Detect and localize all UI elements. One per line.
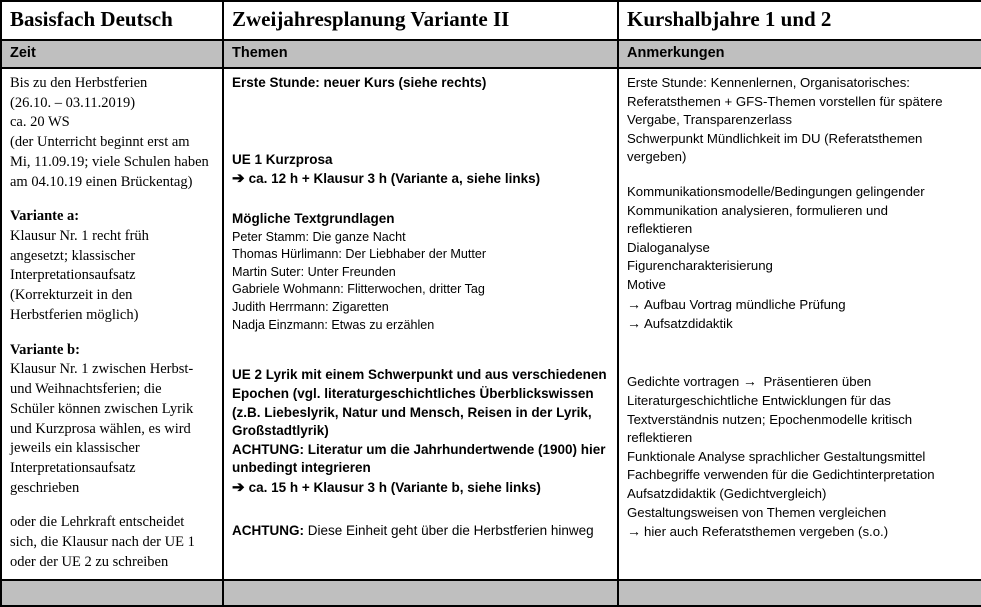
- ue2-line: Epochen (vgl. literaturgeschichtliches Überblickswissen: [232, 385, 594, 401]
- variante-a-heading: Variante a:: [10, 208, 80, 225]
- table-title-row: [1, 1, 981, 40]
- table-footer-row: [1, 580, 981, 606]
- arrow-right-icon: →: [627, 295, 641, 312]
- zeit-line: angesetzt; klassischer: [10, 247, 136, 264]
- ue2-line: UE 2 Lyrik mit einem Schwerpunkt und aus verschiedenen: [232, 367, 607, 383]
- themen-block-erste-stunde: [232, 74, 609, 93]
- ue2-duration-text: ca. 15 h + Klausur 3 h (Variante b, siehe links): [248, 480, 541, 496]
- list-item: Peter Stamm: Die ganze Nacht: [232, 229, 406, 244]
- anmerkung-line: Funktionale Analyse sprachlicher Gestaltungsmittel: [627, 448, 926, 464]
- list-item: Martin Suter: Unter Freunden: [232, 264, 396, 279]
- footer-cell-anmerkungen: [618, 580, 981, 606]
- themen-block-achtung-final: [232, 522, 609, 541]
- anmerkung-line: Figurencharakterisierung: [627, 258, 773, 274]
- footer-cell-themen: [223, 580, 618, 606]
- zeit-line: Klausur Nr. 1 zwischen Herbst-: [10, 361, 194, 378]
- arrow-right-icon: →: [627, 315, 641, 332]
- anmerkungen-block-kommunikation: [627, 183, 973, 334]
- zeit-line: Schüler können zwischen Lyrik: [10, 400, 194, 417]
- ue1-heading: UE 1 Kurzprosa: [232, 151, 333, 167]
- anmerkung-line: reflektieren: [627, 221, 693, 237]
- arrow-right-icon: ➔: [232, 170, 245, 188]
- ue2-achtung-line: unbedingt integrieren: [232, 460, 371, 476]
- title-cell-terms: Kurshalbjahre 1 und 2: [618, 1, 981, 40]
- anmerkung-line: Vergabe, Transparenzerlass: [627, 112, 792, 128]
- anmerkung-arrow-line: [627, 522, 973, 542]
- anmerkung-line: Schwerpunkt Mündlichkeit im DU (Referatsthemen: [627, 130, 923, 146]
- anmerkung-line: Gestaltungsweisen von Themen vergleichen: [627, 504, 887, 520]
- zeit-line: und Weihnachtsferien; die: [10, 381, 162, 398]
- anmerkung-line: vergeben): [627, 149, 687, 165]
- arrow-right-icon: ➔: [232, 479, 245, 497]
- achtung-final-line: [232, 522, 609, 541]
- zeit-line: Interpretationsaufsatz: [10, 459, 136, 476]
- arrow-right-icon: →: [627, 523, 641, 540]
- zeit-line: Bis zu den Herbstferien: [10, 75, 148, 91]
- anmerkung-line: Kommunikationsmodelle/Bedingungen gelingender: [627, 184, 925, 200]
- ue2-line: Großstadtlyrik): [232, 423, 329, 439]
- column-header-anmerkungen: Anmerkungen: [618, 40, 981, 68]
- column-header-themen: Themen: [223, 40, 618, 68]
- anmerkung-arrow-text: Aufsatzdidaktik: [644, 316, 733, 332]
- list-item: Judith Herrmann: Zigaretten: [232, 300, 389, 315]
- cell-anmerkungen: [618, 68, 981, 580]
- variante-b-heading: Variante b:: [10, 341, 80, 358]
- zeit-block-alternative: [10, 513, 214, 572]
- list-item: Nadja Einzmann: Etwas zu erzählen: [232, 317, 435, 332]
- title-cell-subject: Basisfach Deutsch: [1, 1, 223, 40]
- list-item: Gabriele Wohmann: Flitterwochen, dritter Tag: [232, 282, 485, 297]
- anmerkung-line: Textverständnis nutzen; Epochenmodelle kritisch: [627, 411, 913, 427]
- table-body-row: [1, 68, 981, 580]
- textgrundlagen-heading: Mögliche Textgrundlagen: [232, 210, 395, 226]
- anmerkung-line: Dialoganalyse: [627, 239, 710, 255]
- zeit-line: jeweils ein klassischer: [10, 440, 140, 457]
- zeit-line: (26.10. – 03.11.2019): [10, 94, 136, 111]
- column-header-zeit: Zeit: [1, 40, 223, 68]
- zeit-line: (der Unterricht beginnt erst am: [10, 134, 190, 151]
- title-cell-plan: Zweijahresplanung Variante II: [223, 1, 618, 40]
- ue2-line: (z.B. Liebeslyrik, Natur und Mensch, Reisen in der Lyrik,: [232, 404, 592, 420]
- list-item: Thomas Hürlimann: Der Liebhaber der Mutter: [232, 247, 487, 262]
- zeit-line: und Kurzprosa wählen, es wird: [10, 420, 191, 437]
- anmerkung-arrow-text: hier auch Referatsthemen vergeben (s.o.): [644, 524, 889, 540]
- zeit-block-herbstferien: [10, 74, 214, 192]
- anmerkung-arrow-line: [627, 295, 973, 315]
- zeit-line: geschrieben: [10, 479, 80, 496]
- ue1-duration-line: [232, 169, 609, 190]
- anmerkung-line: reflektieren: [627, 430, 693, 446]
- zeit-line: Herbstferien möglich): [10, 306, 139, 323]
- anmerkungen-block-lyrik: [627, 372, 973, 542]
- achtung-text: Diese Einheit geht über die Herbstferien hinweg: [304, 522, 594, 538]
- erste-stunde-line: Erste Stunde: neuer Kurs (siehe rechts): [232, 75, 487, 90]
- cell-themen: [223, 68, 618, 580]
- zeit-line: Klausur Nr. 1 recht früh: [10, 228, 149, 245]
- anmerkung-arrow-text: Aufbau Vortrag mündliche Prüfung: [644, 296, 846, 312]
- arrow-right-icon: →: [742, 373, 757, 390]
- zeit-line: (Korrekturzeit in den: [10, 287, 133, 304]
- gedichte-post: Präsentieren üben: [759, 374, 872, 390]
- anmerkungen-block-erste-stunde: [627, 74, 973, 167]
- zeit-line: Interpretationsaufsatz: [10, 267, 136, 284]
- zeit-block-variante-b: [10, 341, 214, 499]
- zeit-line: oder die Lehrkraft entscheidet: [10, 514, 185, 531]
- anmerkung-line: Aufsatzdidaktik (Gedichtvergleich): [627, 485, 827, 501]
- anmerkung-line: Fachbegriffe verwenden für die Gedichtinterpretation: [627, 467, 935, 483]
- anmerkung-gedichte-line: [627, 372, 973, 392]
- themen-block-textgrundlagen: [232, 210, 609, 334]
- zeit-line: oder der UE 2 zu schreiben: [10, 553, 169, 570]
- anmerkung-line: Kommunikation analysieren, formulieren und: [627, 202, 888, 218]
- zeit-block-variante-a: [10, 207, 214, 325]
- table-subheader-row: [1, 40, 981, 68]
- textgrundlagen-list: [232, 229, 609, 335]
- zeit-line: ca. 20 WS: [10, 114, 70, 131]
- zeit-line: Mi, 11.09.19; viele Schulen haben: [10, 153, 209, 170]
- achtung-label: ACHTUNG:: [232, 522, 304, 538]
- themen-block-ue1: [232, 151, 609, 190]
- zeit-line: am 04.10.19 einen Brückentag): [10, 173, 193, 190]
- footer-cell-zeit: [1, 580, 223, 606]
- anmerkung-line: Erste Stunde: Kennenlernen, Organisatorisches:: [627, 75, 910, 90]
- ue2-achtung-line: ACHTUNG: Literatur um die Jahrhundertwende (1900) hier: [232, 441, 606, 457]
- anmerkung-line: Literaturgeschichtliche Entwicklungen für das: [627, 392, 891, 408]
- ue2-duration-line: [232, 478, 609, 499]
- cell-zeit: [1, 68, 223, 580]
- anmerkung-line: Motive: [627, 277, 666, 293]
- anmerkung-arrow-line: [627, 314, 973, 334]
- ue1-duration-text: ca. 12 h + Klausur 3 h (Variante a, siehe links): [248, 171, 541, 187]
- anmerkung-line: Referatsthemen + GFS-Themen vorstellen für spätere: [627, 93, 943, 109]
- themen-block-ue2: [232, 366, 609, 498]
- zeit-line: sich, die Klausur nach der UE 1: [10, 534, 195, 551]
- gedichte-pre: Gedichte vortragen: [627, 374, 743, 390]
